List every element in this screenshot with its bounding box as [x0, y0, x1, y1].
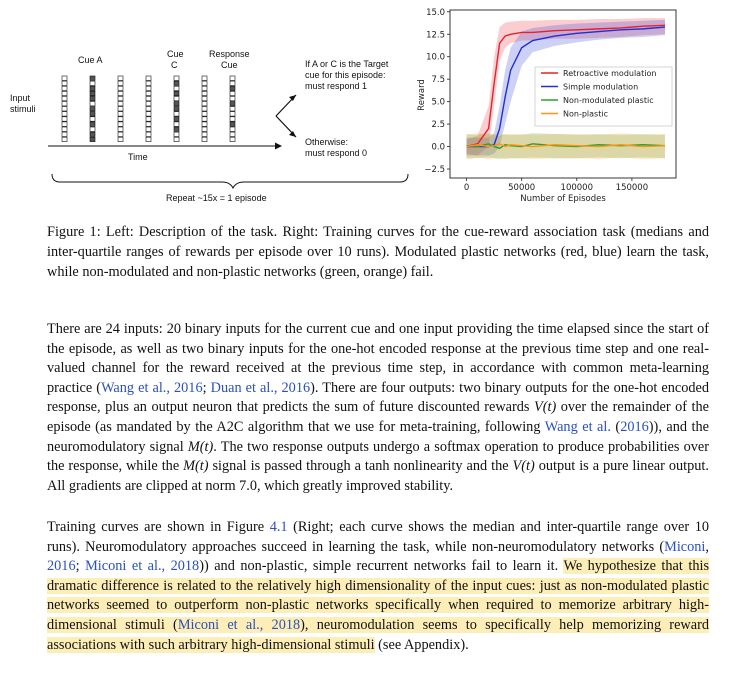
y-tick-label: 0.0	[431, 142, 445, 153]
y-tick-label: 7.5	[431, 75, 445, 86]
cue-cell	[118, 86, 123, 90]
cue-cell	[174, 81, 179, 85]
citation-wang-et-al[interactable]: Wang et al.	[544, 418, 611, 435]
cue-cell	[118, 96, 123, 100]
cue-cell	[174, 107, 179, 111]
cue-cell	[90, 112, 95, 116]
cue-cell	[202, 117, 207, 121]
cue-cell	[146, 122, 151, 126]
chart-x-axis-label: Number of Episodes	[520, 194, 606, 204]
p2-text-b: (Right; each curve shows the median and inter-quartile range over 10 runs). Neuromodulatory approaches succeed in learning the task, while non-neuromodulatory networks (	[47, 519, 709, 555]
cue-cell	[230, 122, 235, 126]
cue-cell	[90, 102, 95, 106]
cue-cell	[118, 81, 123, 85]
citation-miconi-year[interactable]: 2016	[47, 558, 76, 575]
cue-cell	[146, 91, 151, 95]
cue-cell	[62, 86, 67, 90]
cue-c-label-line-2: C	[171, 60, 178, 70]
citation-miconi[interactable]: Miconi	[664, 538, 706, 555]
p1-sep-1: ;	[202, 379, 211, 396]
math-m-of-t-2: M(t)	[183, 458, 209, 475]
cue-cell	[90, 137, 95, 141]
input-label-line-1: Input	[10, 93, 31, 103]
time-arrow-head	[275, 143, 282, 150]
cue-cell	[62, 132, 67, 136]
p1-text-f: signal is passed through a	[208, 458, 365, 475]
cue-cell	[230, 117, 235, 121]
p1-text-e: . The two response outputs undergo a softmax operation to produce probabilities over the response, while the	[47, 438, 709, 475]
legend-label-non-modulated-plastic: Non-modulated plastic	[563, 96, 654, 105]
legend-label-retroactive-modulation: Retroactive modulation	[563, 69, 657, 78]
cue-cell	[118, 107, 123, 111]
task-diagram	[10, 49, 408, 203]
cue-cell	[118, 102, 123, 106]
cue-cell	[118, 112, 123, 116]
legend-label-non-plastic: Non-plastic	[563, 109, 608, 119]
cue-cell	[230, 91, 235, 95]
time-label: Time	[128, 152, 148, 162]
cue-cell	[174, 122, 179, 126]
citation-duan-2016[interactable]: Duan et al., 2016	[210, 379, 311, 396]
cue-cell	[174, 117, 179, 121]
cue-cell	[174, 96, 179, 100]
cue-cell	[90, 107, 95, 111]
target-text-line-3: must respond 1	[305, 81, 368, 91]
cue-cell	[118, 76, 123, 80]
response-cue-label-line-1: Response	[209, 49, 250, 59]
cue-cell	[174, 91, 179, 95]
cue-cell	[90, 81, 95, 85]
cue-cell	[118, 91, 123, 95]
paragraph-inputs-outputs	[47, 320, 709, 496]
cue-cell	[62, 102, 67, 106]
cue-cell	[202, 112, 207, 116]
figure-1	[0, 0, 731, 215]
cue-cell	[174, 102, 179, 106]
cue-cell	[90, 76, 95, 80]
cue-cell	[62, 107, 67, 111]
p2-text-d: (see Appendix).	[374, 636, 469, 653]
cue-cell	[174, 112, 179, 116]
p1-text-d: )), and the neuromodulatory signal	[47, 418, 709, 455]
cue-cell	[146, 86, 151, 90]
chart-y-axis-label: Reward	[417, 79, 427, 111]
cue-cell	[62, 91, 67, 95]
cue-cell	[90, 86, 95, 90]
cue-cell	[146, 127, 151, 131]
p1-text-b: ). There are four outputs: two binary outputs for the one-hot encoded response, plus an output neuron that predicts the sum of future discounted rewards	[47, 379, 709, 416]
cue-cell	[146, 117, 151, 121]
cue-cell	[62, 122, 67, 126]
cue-cell	[202, 122, 207, 126]
cue-cell	[202, 91, 207, 95]
p2-sep-1: ,	[705, 538, 709, 555]
y-tick-label: 5.0	[431, 97, 445, 108]
p1-text-c: over the remainder of the episode (as mandated by the A2C algorithm that we use for meta-training, following	[47, 399, 709, 435]
otherwise-text-line-2: must respond 0	[305, 148, 368, 158]
citation-miconi-2018-highlighted[interactable]: Miconi et al., 2018	[177, 616, 301, 633]
cue-cell	[62, 127, 67, 131]
legend-label-simple-modulation: Simple modulation	[563, 82, 639, 92]
cue-cell	[146, 102, 151, 106]
cue-cell	[202, 107, 207, 111]
cue-cell	[230, 137, 235, 141]
p2-sep-2: ;	[75, 558, 86, 575]
cue-cell	[230, 127, 235, 131]
cue-cell	[90, 122, 95, 126]
cue-cell	[174, 137, 179, 141]
cue-cell	[202, 127, 207, 131]
cue-cell	[90, 117, 95, 121]
y-tick-label: 10.0	[426, 52, 445, 63]
cue-c-label-line-1: Cue	[167, 49, 184, 59]
p1-text-g: nonlinearity and the	[389, 458, 513, 475]
x-tick-label: 50000	[508, 183, 536, 193]
cue-cell	[146, 107, 151, 111]
cue-cell	[90, 96, 95, 100]
citation-wang-2016[interactable]: Wang et al., 2016	[101, 379, 203, 396]
cue-columns	[62, 76, 235, 142]
cue-cell	[62, 117, 67, 121]
x-tick-label: 100000	[560, 183, 594, 193]
figure-svg	[0, 0, 731, 215]
figure-caption: Figure 1: Left: Description of the task. Right: Training curves for the cue-reward association task (medians and inter-quartile ranges of rewards per episode over 10 runs). Modulated plastic networks (red, blue) learn the task, while non-modulated and non-plastic networks (green, orange) fail.	[47, 224, 709, 280]
cue-cell	[146, 96, 151, 100]
cue-cell	[202, 86, 207, 90]
cue-cell	[118, 117, 123, 121]
cue-cell	[174, 127, 179, 131]
y-tick-label: −2.5	[424, 165, 445, 176]
cue-cell	[146, 132, 151, 136]
cue-cell	[230, 76, 235, 80]
cue-cell	[118, 137, 123, 141]
input-label-line-2: stimuli	[10, 104, 36, 114]
math-v-of-t-2: V(t)	[512, 458, 535, 475]
cue-cell	[202, 137, 207, 141]
citation-wang-year[interactable]: 2016	[620, 418, 649, 435]
episode-brace	[52, 174, 408, 188]
figure-ref-4-1[interactable]: 4.1	[269, 519, 288, 535]
cue-cell	[230, 96, 235, 100]
response-cue-label-line-2: Cue	[221, 60, 238, 70]
cue-cell	[230, 112, 235, 116]
cue-cell	[146, 112, 151, 116]
math-m-of-t: M(t)	[187, 438, 214, 455]
y-tick-label: 12.5	[426, 30, 445, 41]
cue-cell	[146, 137, 151, 141]
target-text-line-1: If A or C is the Target	[305, 59, 389, 69]
paragraph-training-curves	[47, 518, 709, 655]
cue-cell	[230, 107, 235, 111]
x-tick-label: 0	[463, 183, 470, 193]
target-arrow-head	[289, 95, 296, 101]
cue-cell	[202, 96, 207, 100]
cue-cell	[146, 81, 151, 85]
p1-text-a: There are 24 inputs: 20 binary inputs for the current cue and one input providing the time elapsed since the start of the episode, as well as two binary inputs for the one-hot encoded response at the previous time step and one real-valued channel for the reward received at the previous time step, in accordance with common meta-learning practice (	[47, 321, 709, 396]
otherwise-text-line-1: Otherwise:	[305, 137, 349, 147]
cue-cell	[230, 81, 235, 85]
cue-cell	[202, 102, 207, 106]
cue-cell	[62, 81, 67, 85]
cue-cell	[174, 76, 179, 80]
repeat-label: Repeat ~15x = 1 episode	[166, 193, 267, 203]
cue-cell	[230, 132, 235, 136]
x-tick-label: 150000	[615, 183, 649, 193]
cue-cell	[118, 132, 123, 136]
otherwise-arrow-head	[289, 131, 296, 137]
cue-cell	[202, 81, 207, 85]
cue-cell	[62, 96, 67, 100]
cue-cell	[62, 112, 67, 116]
cue-cell	[230, 86, 235, 90]
highlight-hypothesis-1: We hypothesize that this dramatic difference is related to the relatively high dimensionality of the input cues: just as non-modulated plastic networks seemed to outperform non-plastic networks specifically when required to memorize arbitrary high-dimensional stimuli (	[47, 558, 710, 633]
cue-cell	[202, 132, 207, 136]
cue-cell	[90, 127, 95, 131]
cue-cell	[174, 132, 179, 136]
cue-cell	[118, 122, 123, 126]
cue-cell	[202, 76, 207, 80]
y-tick-label: 15.0	[426, 7, 445, 18]
cue-cell	[62, 137, 67, 141]
y-tick-label: 2.5	[431, 120, 445, 131]
p2-text-a: Training curves are shown in Figure	[47, 519, 270, 535]
p2-text-c: )) and non-plastic, simple recurrent networks fail to learn it.	[199, 558, 564, 575]
chart-legend	[535, 67, 672, 126]
cue-a-label: Cue A	[78, 55, 103, 65]
math-tanh: tanh	[364, 458, 390, 475]
p1-text-h: output is a pure linear output. All gradients are clipped at norm 7.0, which greatly improved stability.	[47, 458, 709, 494]
math-v-of-t: V(t)	[534, 399, 557, 416]
cue-cell	[174, 86, 179, 90]
cue-cell	[90, 91, 95, 95]
training-curves-chart	[417, 8, 676, 204]
target-text-line-2: cue for this episode:	[305, 70, 386, 80]
cue-cell	[230, 102, 235, 106]
p1-cite3-open: (	[610, 418, 621, 435]
highlight-hypothesis-2: ), neuromodulation seems to specifically help memorizing reward associations with such arbitrary high-dimensional stimuli	[47, 616, 709, 653]
cue-cell	[118, 127, 123, 131]
citation-miconi-2018[interactable]: Miconi et al., 2018	[85, 558, 200, 575]
cue-cell	[90, 132, 95, 136]
cue-cell	[146, 76, 151, 80]
cue-cell	[62, 76, 67, 80]
